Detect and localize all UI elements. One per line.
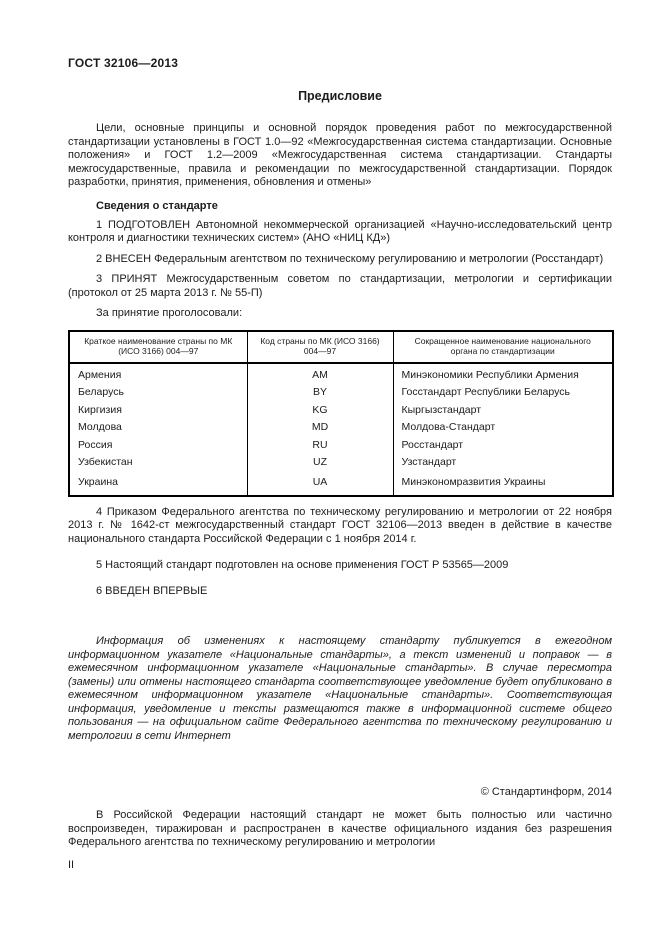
table-row [69, 384, 613, 402]
column-header-code: Код страны по МК (ИСО 3166) 004—97 [247, 331, 393, 363]
standard-info-item-5: 5 Настоящий стандарт подготовлен на основе применения ГОСТ Р 53565—2009 [96, 559, 509, 571]
standard-info-item-4: 4 Приказом Федерального агентства по техническому регулированию и метрологии от 22 ноября 2013 г. № 1642-ст межгосударственный стандарт ГОСТ 32106—2013 введен в действие в качестве национального стандарта Российской Федерации с 1 ноября 2014 г. [68, 505, 612, 545]
reproduction-notice: В Российской Федерации настоящий стандарт не может быть полностью или частично воспроизведен, тиражирован и распространен в качестве официального издания без разрешения Федерального агентства по техническому регулированию и метрологии [68, 809, 612, 848]
code-cell: AM [247, 363, 393, 385]
copyright-line: © Стандартинформ, 2014 [480, 786, 612, 798]
country-cell: Беларусь [78, 386, 124, 398]
page-title: Предисловие [298, 89, 382, 103]
standard-info-item-1: 1 ПОДГОТОВЛЕН Автономной некоммерческой организацией «Научно-исследовательский центр контроля и диагностики технических систем» (АНО «НИЦ КД») [68, 218, 612, 244]
standard-info-item-3: 3 ПРИНЯТ Межгосударственным советом по стандартизации, метрологии и сертификации (протокол от 25 марта 2013 г. № 55-П) [68, 273, 612, 299]
org-cell: Кыргызстандарт [393, 402, 613, 420]
country-cell: Россия [78, 438, 113, 451]
org-cell: Госстандарт Республики Беларусь [393, 384, 613, 402]
code-cell: BY [247, 384, 393, 402]
table-row [69, 419, 613, 437]
table-row [69, 454, 613, 472]
table-header-row [69, 331, 613, 363]
vote-line: За принятие проголосовали: [96, 307, 243, 319]
code-cell: KG [247, 402, 393, 420]
org-cell: Минэкономики Республики Армения [393, 363, 613, 385]
table-row [69, 437, 613, 455]
code-cell: UZ [247, 454, 393, 472]
page-number: II [68, 858, 75, 871]
country-cell: Киргизия [78, 403, 122, 416]
doc-number: ГОСТ 32106—2013 [68, 56, 179, 70]
code-cell: RU [247, 437, 393, 455]
org-cell: Молдова-Стандарт [393, 419, 613, 437]
section-heading: Сведения о стандарте [96, 199, 218, 212]
column-header-country: Краткое наименование страны по МК (ИСО 3166) 004—97 [69, 331, 247, 363]
column-header-org: Сокращенное наименование национального органа по стандартизации [393, 331, 613, 363]
voting-table [68, 330, 614, 497]
standard-info-item-2: 2 ВНЕСЕН Федеральным агентством по техническому регулированию и метрологии (Росстандарт) [96, 252, 604, 265]
table-row [69, 363, 613, 385]
table-row [69, 402, 613, 420]
table-row [69, 472, 613, 496]
org-cell: Минэкономразвития Украины [393, 472, 613, 496]
country-cell: Молдова [78, 421, 122, 433]
country-cell: Армения [78, 368, 122, 381]
code-cell: MD [247, 419, 393, 437]
country-cell: Узбекистан [78, 456, 133, 468]
intro-paragraph: Цели, основные принципы и основной порядок проведения работ по межгосударственной стандартизации установлены в ГОСТ 1.0—92 «Межгосударственная система стандартизации. Основные положения» и ГОСТ 1.2—2009 «Межгосударственная система стандартизации. Стандарты межгосударственные, правила и рекомендации по межгосударственной стандартизации. Порядок разработки, принятия, применения, обновления и отмены» [68, 122, 612, 188]
org-cell: Узстандарт [393, 454, 613, 472]
org-cell: Росстандарт [393, 437, 613, 455]
amendment-notice: Информация об изменениях к настоящему стандарту публикуется в ежегодном информационном указателе «Национальные стандарты», а текст изменений и поправок — в ежемесячном информационном указателе «Национальные стандарты». В случае пересмотра (замены) или отмены настоящего стандарта соответствующее уведомление будет опубликовано в ежемесячном информационном указателе «Национальные стандарты». Соответствующая информация, уведомление и тексты размещаются также в информационной системе общего пользования — на официальном сайте Федерального агентства по техническому регулированию и метрологии в сети Интернет [68, 635, 612, 742]
code-cell: UA [247, 472, 393, 496]
standard-info-item-6: 6 ВВЕДЕН ВПЕРВЫЕ [96, 584, 208, 597]
country-cell: Украина [78, 475, 118, 488]
